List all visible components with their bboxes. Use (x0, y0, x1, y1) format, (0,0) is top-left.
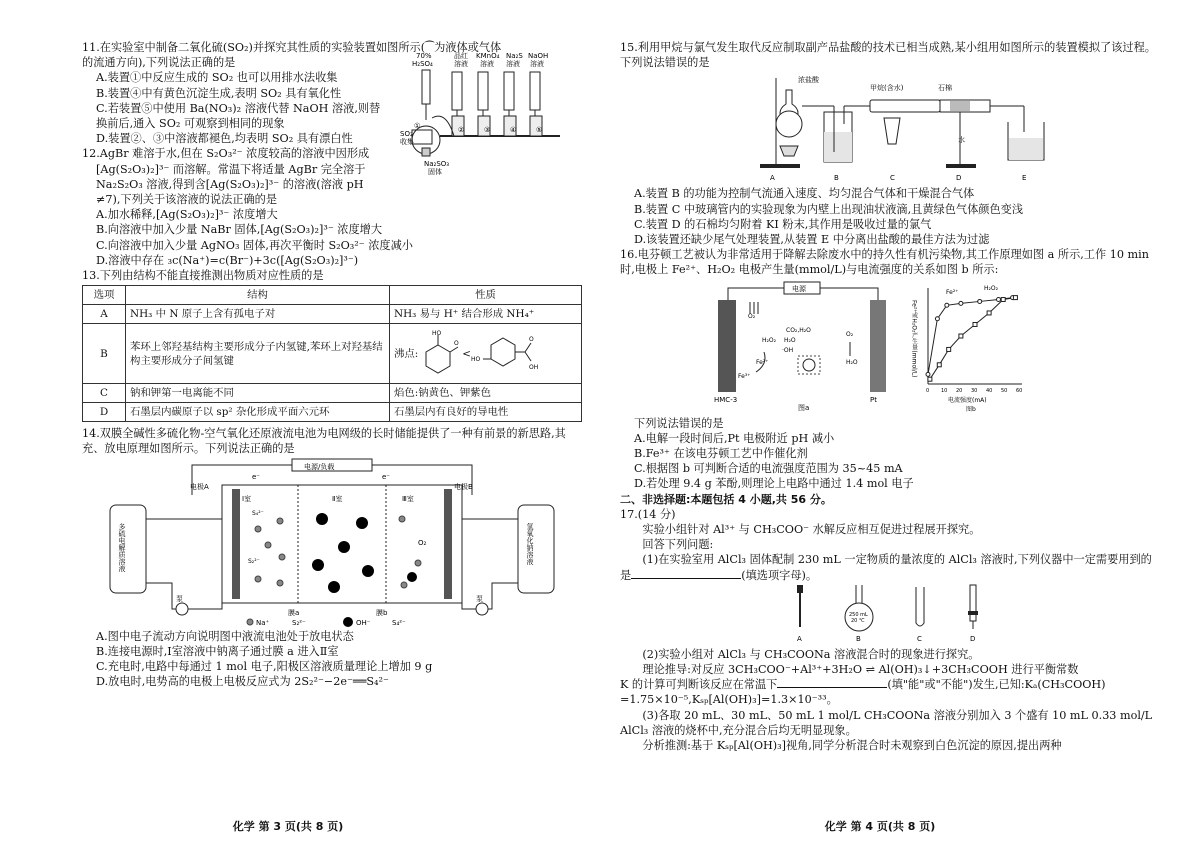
q14-option-a: A.图中电子流动方向说明图中液流电池处于放电状态 (96, 629, 354, 643)
table-row (83, 305, 582, 324)
svg-text:OH: OH (529, 363, 539, 371)
q12-stem-line2: [Ag(S₂O₃)₂]³⁻ 而溶解。常温下将适量 AgBr 完全溶于 (96, 162, 366, 176)
figb-point-h2o2 (928, 377, 932, 381)
q11-label-kmno4: KMnO₄ (476, 52, 500, 61)
q17-part1-blank[interactable] (631, 568, 741, 579)
q12-stem-line4: ≠7),下列关于该溶液的说法正确的是 (96, 193, 278, 207)
q13-row-c-property: 焰色:钠黄色、钾紫色 (390, 384, 582, 403)
q17-part2b-pre: K 的计算可判断该反应在常温下 (620, 678, 778, 692)
q13-table (82, 285, 582, 422)
q17-ask: 回答下列问题: (642, 538, 714, 552)
q11-apparatus-figure (400, 48, 580, 176)
figb-xtick: 40 (986, 387, 993, 394)
q17-intro: 实验小组针对 Al³⁺ 与 CH₃COO⁻ 水解反应相互促进过程展开探究。 (642, 523, 981, 537)
q13-row-b-lt: < (462, 347, 472, 360)
q17-instr-a: A (797, 634, 802, 643)
q15-option-b: B.装置 C 中玻璃管内的实验现象为内壁上出现油状液滴,且黄绿色气体颜色变浅 (634, 202, 1024, 216)
right-page (600, 0, 1200, 848)
q11-num-5: ⑤ (536, 126, 543, 135)
q14-legend-s2: S₂²⁻ (292, 618, 306, 627)
q17-part1-text: (1)在实验室用 AlCl₃ 固体配制 230 mL 一定物质的量浓度的 AlCl₃ 溶液时,下列仪器中一定需要用到的是 (620, 553, 1152, 582)
q13-row-a-property: NH₃ 易与 H⁺ 结合形成 NH₄⁺ (390, 305, 582, 324)
q14-legend-s4: S₄²⁻ (392, 618, 406, 627)
q13-header-row (83, 286, 582, 305)
q14-electron-left: e⁻ (252, 472, 261, 481)
q14-legend-na: Na⁺ (256, 618, 270, 627)
q11-label-so2: SO₂ (400, 130, 413, 139)
left-page-footer: 化学 第 3 页(共 8 页) (232, 820, 344, 833)
figb-point-h2o2 (1001, 297, 1005, 301)
q16-option-c: C.根据图 b 可判断合适的电流强度范围为 35~45 mA (634, 462, 903, 476)
q11-label-sol3: 溶液 (506, 60, 520, 69)
q15-label-water: 水 (958, 136, 965, 145)
q13-row-b-property-cell (390, 324, 582, 384)
q16a-h2o: H₂O (784, 336, 796, 344)
q16a-left-electrode: HMC-3 (714, 395, 738, 404)
q13-row-b-option: B (83, 324, 126, 384)
question-13 (82, 268, 582, 422)
q15-letter-b: B (834, 174, 839, 183)
q16a-fe2: Fe²⁺ (756, 358, 769, 366)
figb-xtick: 0 (926, 387, 930, 394)
figb-xtick: 60 (1016, 387, 1023, 394)
figb-xtick: 30 (971, 387, 978, 394)
q11-option-d: D.装置②、③中溶液都褪色,均表明 SO₂ 具有漂白性 (96, 132, 353, 146)
q14-pump-left: 泵 (176, 594, 183, 603)
q13-row-a-structure: NH₃ 中 N 原子上含有孤电子对 (126, 305, 390, 324)
q17-part3a: (3)各取 20 mL、30 mL、50 mL 1 mol/L CH₃COONa 溶液分别加入 3 个盛有 10 mL 0.33 mol/L (642, 708, 1153, 722)
figb-point-fe2 (926, 372, 930, 376)
q14-s2-label: S₂²⁻ (248, 557, 260, 565)
q17-part4: 分析推测:基于 Kₛₚ[Al(OH)₃]视角,同学分析混合时未观察到白色沉淀的原因,提出两种 (642, 739, 1062, 753)
q16-option-b: B.Fe³⁺ 在该电芬顿工艺中作催化剂 (634, 447, 808, 461)
q14-option-b: B.连接电源时,Ⅰ室溶液中钠离子通过膜 a 进入Ⅱ室 (96, 644, 339, 658)
figb-point-h2o2 (937, 362, 941, 366)
q12-option-b: B.向溶液中加入少量 NaBr 固体,[Ag(S₂O₃)₂]³⁻ 浓度增大 (96, 223, 383, 237)
q17-head: 17.(14 分) (620, 507, 676, 521)
q15-option-d: D.该装置还缺少尾气处理装置,从装置 E 中分离出盐酸的最佳方法为过滤 (634, 233, 990, 247)
q16a-oh: ·OH (782, 346, 794, 354)
q11-label-naoh: NaOH (528, 52, 549, 61)
q11-num-3: ③ (484, 126, 491, 135)
q17-part2-blank[interactable] (777, 677, 887, 688)
figb-point-h2o2 (1013, 295, 1017, 299)
q13-row-a-option: A (83, 305, 126, 324)
figb-ylabel: Fe²⁺或H₂O₂产生量(mmol/L) (910, 299, 918, 378)
q11-stem: 11.在实验室中制备二氧化硫(SO₂)并探究其性质的实验装置如图所示(⁀为液体或气体的流通方向),下列说法正确的是 (82, 41, 502, 70)
q16a-fe3: Fe³⁺ (738, 372, 751, 380)
figb-point-fe2 (945, 303, 949, 307)
q17-part2a: 理论推导:对反应 3CH₃COO⁻+Al³⁺+3H₂O ⇌ Al(OH)₃↓+3CH₃COOH 进行平衡常数 (642, 663, 1079, 677)
q15-letter-d: D (956, 174, 962, 183)
q13-header-option: 选项 (83, 286, 126, 305)
figb-xtick: 20 (956, 387, 963, 394)
figb-xtick: 10 (941, 387, 948, 394)
right-page-footer: 化学 第 4 页(共 8 页) (824, 820, 936, 833)
figb-point-h2o2 (987, 311, 991, 315)
q11-num-1: ① (414, 122, 421, 131)
figb-point-h2o2 (947, 347, 951, 351)
q14-room2: Ⅱ室 (332, 494, 343, 503)
q11-label-sol4: 溶液 (530, 60, 544, 69)
svg-text:O: O (454, 339, 460, 347)
q13-row-d-option: D (83, 403, 126, 422)
q13-row-b-property: 沸点: (394, 347, 419, 360)
q15-letter-e: E (1022, 174, 1027, 183)
figb-point-h2o2 (959, 334, 963, 338)
q16a-o2-right: O₂ (846, 330, 854, 338)
q14-stem: 14.双膜全碱性多硫化物-空气氧化还原液流电池为电网级的长时储能提供了一种有前景的新思路,其充、放电原理如图所示。下列说法正确的是 (82, 427, 566, 456)
q16-stem: 16.电芬顿工艺被认为非常适用于降解去除废水中的持久性有机污染物,其工作原理如图 a 所示,工作 10 min 时,电极上 Fe²⁺、H₂O₂ 电极产生量(mmol/L)与电流强度的关系如图 b 所示: (620, 248, 1149, 277)
q11-option-c: C.若装置⑤中使用 Ba(NO₃)₂ 溶液代替 NaOH 溶液,则替换前后,通入 SO₂ 可观察到相同的现象 (96, 101, 381, 131)
q14-battery-figure (82, 459, 582, 627)
q17-flask-temp: 20 ℃ (851, 617, 865, 624)
q15-letter-a: A (770, 174, 775, 183)
q16-after: 下列说法错误的是 (634, 416, 724, 430)
q14-option-d: D.放电时,电势高的电极上电极反应式为 2S₂²⁻−2e⁻══S₄²⁻ (96, 675, 389, 689)
figb-point-h2o2 (973, 322, 977, 326)
q16a-h2o-right: H₂O (846, 358, 858, 366)
q14-pump-right: 泵 (476, 594, 483, 603)
svg-text:O: O (529, 335, 534, 343)
figb-point-fe2 (997, 297, 1001, 301)
q12-stem-line3: Na₂S₂O₃ 溶液,得到含[Ag(S₂O₃)₂]³⁻ 的溶液(溶液 pH (96, 177, 364, 191)
q11-label-70: 70% (416, 52, 432, 61)
q17-part3b: AlCl₃ 溶液的烧杯中,充分混合后均无明显现象。 (620, 723, 857, 737)
q14-tank-a: 多硫电解质溶液 (118, 522, 126, 572)
q17-instr-b: B (856, 634, 861, 643)
q12-option-c: C.向溶液中加入少量 AgNO₃ 固体,再次平衡时 S₂O₃²⁻ 浓度减小 (96, 238, 413, 252)
q15-apparatus-figure (620, 72, 1160, 184)
q16a-right-electrode: Pt (870, 395, 877, 404)
table-row (83, 403, 582, 422)
q11-label-sol2: 溶液 (480, 60, 494, 69)
q15-option-c: C.装置 D 的石棉均匀附着 KI 粉末,其作用是吸收过量的氯气 (634, 217, 932, 231)
q12-option-d: D.溶液中存在 ₃c(Na⁺)=c(Br⁻)+3c([Ag(S₂O₃)₂]³⁻) (96, 253, 359, 267)
q16a-co2: CO₂,H₂O (786, 326, 811, 334)
q17-part1 (620, 552, 1160, 582)
q11-label-na2s: Na₂S (506, 52, 523, 61)
q17-instruments-figure (620, 583, 1160, 647)
question-14 (82, 426, 582, 689)
q14-s4-label: S₄²⁻ (252, 509, 264, 517)
q11-label-pinhong: 品红 (454, 52, 468, 61)
right-column (620, 40, 1160, 753)
q11-label-solid: 固体 (428, 168, 442, 177)
q16-figure-a (710, 280, 900, 414)
svg-text:HO: HO (432, 329, 442, 337)
q11-option-a: A.装置①中反应生成的 SO₂ 也可以用排水法收集 (96, 71, 338, 85)
q15-letter-c: C (890, 174, 895, 183)
q13-row-c-option: C (83, 384, 126, 403)
q11-label-collect: 收集 (400, 138, 414, 147)
q14-tank-b: 氢氧化钠溶液 (526, 522, 534, 565)
para-hydroxybenzoic-acid-structure (471, 329, 551, 379)
svg-text:HO: HO (471, 355, 481, 363)
figb-xlabel: 电流强度(mA) (948, 396, 987, 404)
q17-instr-d: D (970, 634, 976, 643)
q14-option-c: C.充电时,电路中每通过 1 mol 电子,阳极区溶液质量理论上增加 9 g (96, 660, 433, 674)
q14-electrode-a: 电极A (190, 482, 209, 491)
q11-num-4: ④ (510, 126, 517, 135)
q11-num-2: ② (458, 126, 465, 135)
q14-room3: Ⅲ室 (402, 494, 414, 503)
figb-point-fe2 (935, 316, 939, 320)
q16-figure-b-chart (910, 280, 1030, 414)
table-row (83, 324, 582, 384)
table-row (83, 384, 582, 403)
q16a-o2: O₂ (748, 312, 756, 320)
q16a-h2o2: H₂O₂ (762, 336, 777, 344)
figb-plot-area (926, 285, 1022, 394)
figb-point-fe2 (978, 299, 982, 303)
q14-power-label: 电源/负载 (304, 462, 335, 471)
question-16 (620, 247, 1160, 491)
question-15 (620, 40, 1160, 247)
question-17 (620, 507, 1160, 753)
q15-label-asbestos: 石棉 (938, 84, 952, 93)
q13-row-d-property: 石墨层内有良好的导电性 (390, 403, 582, 422)
q17-flask-volume: 250 mL (849, 611, 868, 618)
left-column (82, 40, 582, 689)
q17-part2c: =1.75×10⁻⁵,Kₛₚ[Al(OH)₃]=1.3×10⁻³³。 (620, 693, 838, 707)
q11-label-na2so3: Na₂SO₃ (424, 160, 450, 169)
q14-o2-label: O₂ (418, 538, 427, 547)
q16-option-a: A.电解一段时间后,Pt 电极附近 pH 减小 (634, 431, 835, 445)
q11-option-b: B.装置④中有黄色沉淀生成,表明 SO₂ 具有氧化性 (96, 86, 342, 100)
q15-option-a: A.装置 B 的功能为控制气流通入速度、均匀混合气体和干燥混合气体 (634, 187, 975, 201)
q11-label-h2so4: H₂SO₄ (412, 60, 433, 69)
figb-caption: 图b (966, 405, 976, 413)
section-title: 二、非选择题:本题包括 4 小题,共 56 分。 (620, 492, 832, 506)
q15-label-methane: 甲烷(含水) (870, 84, 904, 93)
q15-label-hcl: 浓盐酸 (798, 76, 819, 85)
figb-point-fe2 (959, 301, 963, 305)
q17-instr-c: C (917, 634, 922, 643)
q16-option-d: D.若处理 9.4 g 苯酚,则理论上电路中通过 1.4 mol 电子 (634, 477, 914, 491)
q14-membrane-b: 膜b (376, 608, 388, 617)
q13-header-structure: 结构 (126, 286, 390, 305)
q12-stem-line1: 12.AgBr 难溶于水,但在 S₂O₃²⁻ 浓度较高的溶液中因形成 (82, 147, 370, 161)
q15-stem: 15.利用甲烷与氯气发生取代反应制取副产品盐酸的技术已相当成熟,某小组用如图所示的装置模拟了该过程。下列说法错误的是 (620, 41, 1156, 70)
ortho-hydroxybenzoic-acid-structure (418, 329, 462, 379)
q13-row-b-structure: 苯环上邻羟基结构主要形成分子内氢键,苯环上对羟基结构主要形成分子间氢键 (126, 324, 390, 384)
q14-legend-oh: OH⁻ (356, 618, 371, 627)
q13-stem: 13.下列由结构不能直接推测出物质对应性质的是 (82, 269, 324, 283)
q16a-power: 电源 (792, 284, 806, 293)
q14-room1: Ⅰ室 (242, 494, 252, 503)
q13-header-property: 性质 (390, 286, 582, 305)
q12-option-a: A.加水稀释,[Ag(S₂O₃)₂]³⁻ 浓度增大 (96, 208, 278, 222)
q14-membrane-a: 膜a (288, 608, 300, 617)
q16a-caption: 图a (798, 403, 810, 412)
q13-row-c-structure: 钠和钾第一电离能不同 (126, 384, 390, 403)
figb-series-h2o2-line (930, 297, 1016, 379)
q11-label-sol1: 溶液 (454, 60, 468, 69)
q14-electron-right: e⁻ (382, 472, 391, 481)
q17-part2: (2)实验小组对 AlCl₃ 与 CH₃COONa 溶液混合时的现象进行探究。 (642, 647, 980, 661)
q13-row-d-structure: 石墨层内碳原子以 sp² 杂化形成平面六元环 (126, 403, 390, 422)
q17-part2b (620, 677, 1160, 692)
q14-electrode-b: 电极B (454, 482, 473, 491)
q17-part2b-post: (填"能"或"不能")发生,已知:Kₐ(CH₃COOH) (887, 678, 1106, 692)
figb-series-label-h2o2: H₂O₂ (984, 284, 999, 292)
q17-part1-tail: (填选项字母)。 (741, 568, 818, 582)
figb-xtick: 50 (1001, 387, 1008, 394)
figb-series-label-fe2: Fe²⁺ (946, 288, 959, 296)
